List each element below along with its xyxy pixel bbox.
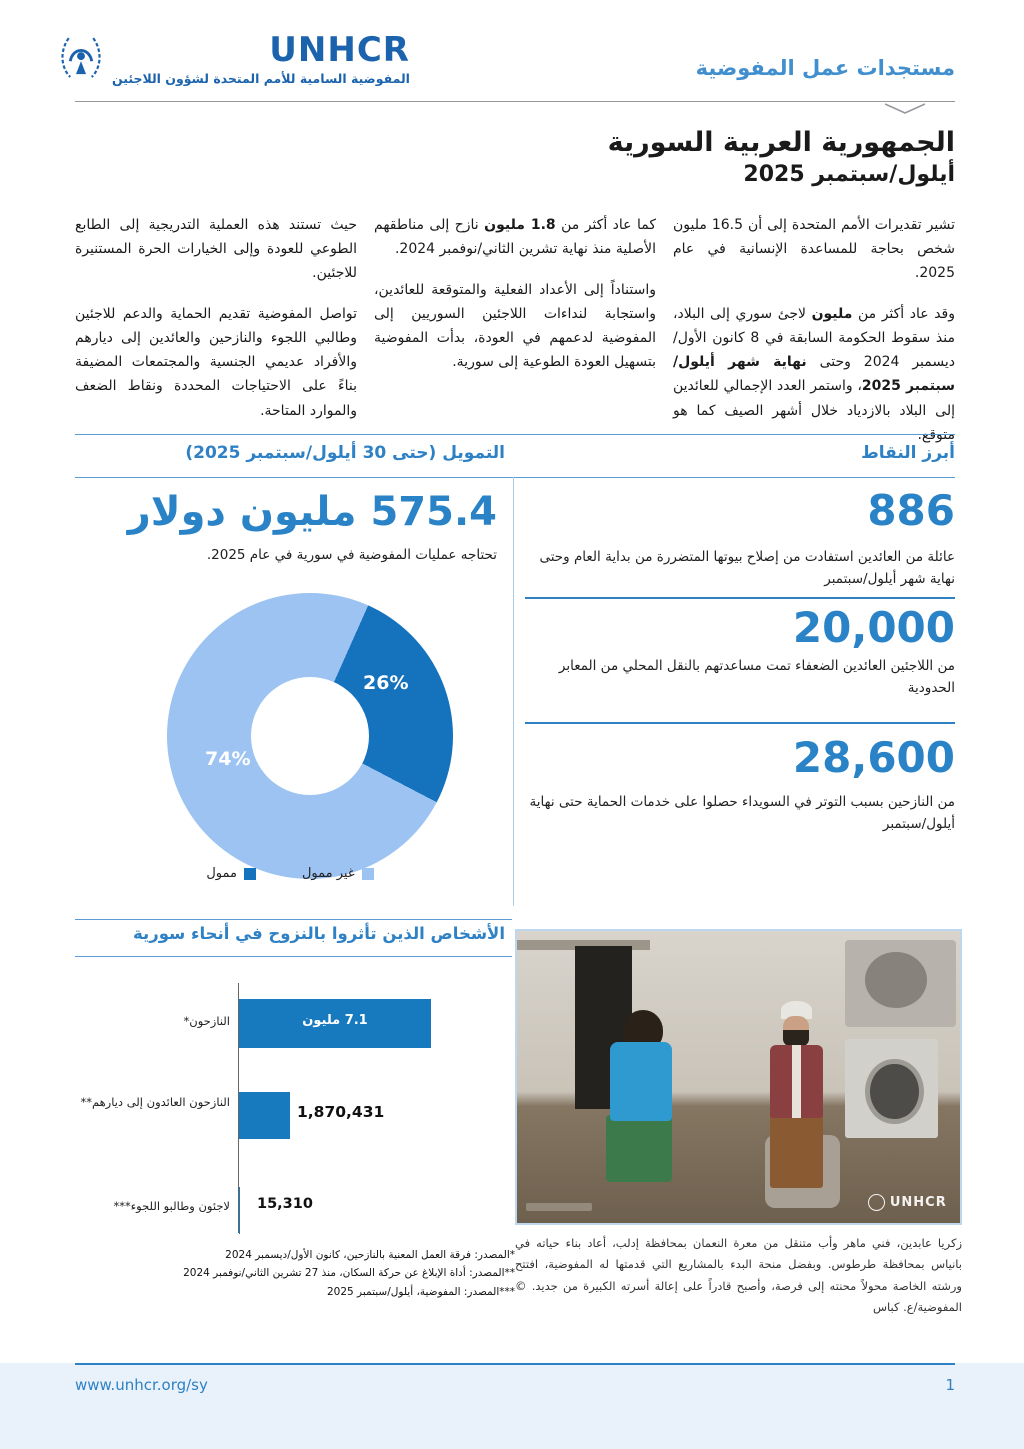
displacement-bar-chart [75, 975, 512, 1235]
highlight-text-2: من اللاجئين العائدين الضعفاء تمت مساعدتهم بالنقل المحلي من المعابر الحدودية [558, 658, 955, 696]
footnote-3: ***المصدر: المفوضية، أيلول/سبتمبر 2025 [326, 1285, 515, 1298]
section-rule [75, 434, 955, 435]
chart-footnotes [170, 1246, 515, 1301]
intro-column-2 [374, 213, 656, 464]
unhcr-watermark [868, 1194, 947, 1211]
unfunded-swatch-icon [362, 868, 374, 880]
bar-category-2: النازحون العائدون إلى ديارهم** [80, 1095, 230, 1109]
photo-washing-machine [845, 1039, 938, 1138]
unhcr-brand [58, 30, 410, 89]
highlights-section-title: أبرز النقاط [861, 443, 955, 463]
chevron-down-icon [885, 100, 925, 119]
legend-item-funded [206, 866, 256, 881]
paragraph: وقد عاد أكثر من مليون لاجئ سوري إلى البلاد، منذ سقوط الحكومة السابقة في 8 كانون الأول/ديسمبر 2024 وحتى نهاية شهر أيلول/سبتمبر 2025، واستمر العدد الإجمالي للعائدين إلى البلاد بالازدياد خلال أشهر الصيف كما هو متوقع. [673, 306, 955, 443]
legend-label: ممول [206, 866, 237, 881]
photo-wood-chair [770, 1112, 823, 1188]
highlight-text-3: من النازحين بسبب التوتر في السويداء حصلوا على خدمات الحماية حتى نهاية أيلول/سبتمبر [529, 794, 955, 832]
photo [517, 931, 960, 1223]
photo-machine [845, 940, 956, 1028]
funded-swatch-icon [244, 868, 256, 880]
chart-section-rule [75, 956, 512, 957]
country-title: الجمهورية العربية السورية [607, 127, 955, 158]
funding-amount [128, 490, 497, 534]
photo-unhcr-vest [610, 1042, 672, 1121]
bar-category-1: النازحون* [183, 1014, 230, 1028]
funding-subtitle: تحتاجه عمليات المفوضية في سورية في عام 2025. [206, 547, 497, 563]
intro-column-3 [75, 213, 357, 464]
legend-label: غير ممول [301, 866, 355, 881]
section-rule [75, 477, 955, 478]
unhcr-watermark-text: UNHCR [889, 1195, 947, 1211]
donut-hole [251, 677, 369, 795]
intro-column-1 [673, 213, 955, 464]
page-title [608, 126, 955, 187]
photo-frame [515, 929, 962, 1225]
page-number: 1 [945, 1376, 955, 1394]
bar-value-label-3: 15,310 [257, 1196, 313, 1212]
highlight-divider [525, 722, 955, 724]
footer-url-link[interactable]: www.unhcr.org/sy [75, 1376, 208, 1394]
footnote-2: **المصدر: أداة الإبلاغ عن حركة السكان، منذ 27 تشرين الثاني/نوفمبر 2024 [183, 1267, 515, 1280]
bar-value-label-2: 1,870,431 [297, 1103, 385, 1121]
org-name: UNHCR [269, 30, 410, 70]
unhcr-emblem-icon [58, 33, 104, 89]
highlight-value-3: 28,600 [792, 733, 955, 782]
donut-legend [75, 866, 505, 881]
bar-value-label-1: 7.1 مليون [302, 1013, 368, 1028]
footer-rule [75, 1363, 955, 1365]
funding-amount-unit: مليون دولار [127, 489, 357, 535]
photo-green-chair [606, 1115, 672, 1182]
footnote-1: *المصدر: فرقة العمل المعنية بالنازحين، كانون الأول/ديسمبر 2024 [225, 1249, 515, 1261]
unfunded-percent-label: 74% [205, 748, 251, 770]
paragraph: تشير تقديرات الأمم المتحدة إلى أن 16.5 مليون شخص بحاجة للمساعدة الإنسانية في عام 2025. [673, 217, 956, 282]
column-divider [513, 477, 514, 906]
paragraph: تواصل المفوضية تقديم الحماية والدعم للاجئين وطالبي اللجوء والنازحين والعائدين إلى ديارهم والأفراد عديمي الجنسية والمجتمعات المضيفة بناءً على الاحتياجات المحددة ونقاط الضعف والموارد المتاحة. [75, 306, 357, 419]
highlight-value-2: 20,000 [792, 603, 955, 652]
paragraph: واستناداً إلى الأعداد الفعلية والمتوقعة للعائدين، واستجابة لنداءات اللاجئين السوريين إلى المفوضية لدعمهم في العودة، بدأت المفوضية بتسهيل العودة الطوعية إلى سورية. [374, 282, 656, 371]
highlight-divider [525, 597, 955, 599]
photo-credit-smudge [526, 1203, 592, 1212]
report-period: أيلول/سبتمبر 2025 [743, 161, 955, 187]
chart-section-rule [75, 919, 512, 920]
highlight-text-1: عائلة من العائدين استفادت من إصلاح بيوتها المتضررة من بداية العام وحتى نهاية شهر أيلول/سبتمبر [539, 549, 955, 587]
legend-item-unfunded [302, 866, 374, 881]
funding-amount-number: 575.4 [370, 489, 497, 535]
doc-type-heading: مستجدات عمل المفوضية [695, 56, 955, 80]
unhcr-watermark-icon [868, 1194, 885, 1211]
displacement-chart-title: الأشخاص الذين تأثروا بالنزوح في أنحاء سورية [133, 924, 505, 943]
bar-returnees [239, 1092, 290, 1139]
paragraph: كما عاد أكثر من 1.8 مليون نازح إلى مناطقهم الأصلية منذ نهاية تشرين الثاني/نوفمبر 2024. [374, 217, 656, 258]
highlight-value-1: 886 [867, 486, 955, 535]
paragraph: حيث تستند هذه العملية التدريجية إلى الطابع الطوعي للعودة وإلى الخيارات الحرة المستنيرة للاجئين. [75, 217, 357, 282]
funding-section-title: التمويل (حتى 30 أيلول/سبتمبر 2025) [185, 443, 505, 463]
bar-category-3: لاجئون وطالبو اللجوء*** [113, 1199, 230, 1213]
header-divider [75, 101, 955, 102]
intro-text [75, 213, 955, 464]
funded-percent-label: 26% [363, 672, 409, 694]
photo-shirt-stripe [792, 1045, 801, 1118]
photo-caption: زكريا عابدين، فني ماهر وأب متنقل من معرة النعمان بمحافظة إدلب، أعاد بناء حياته في بانياس بمحافظة طرطوس. وبفضل منحة البدء بالمشاريع التي قدمتها له المفوضية، افتتح ورشته الخاصة محولاً محنته إلى فرصة، وأصبح قادراً على إعالة أسرته الكبيرة من جديد. © المفوضية/ع. كباس [515, 1236, 962, 1314]
org-subtitle: المفوضية السامية للأمم المتحدة لشؤون اللاجئين [112, 71, 410, 86]
